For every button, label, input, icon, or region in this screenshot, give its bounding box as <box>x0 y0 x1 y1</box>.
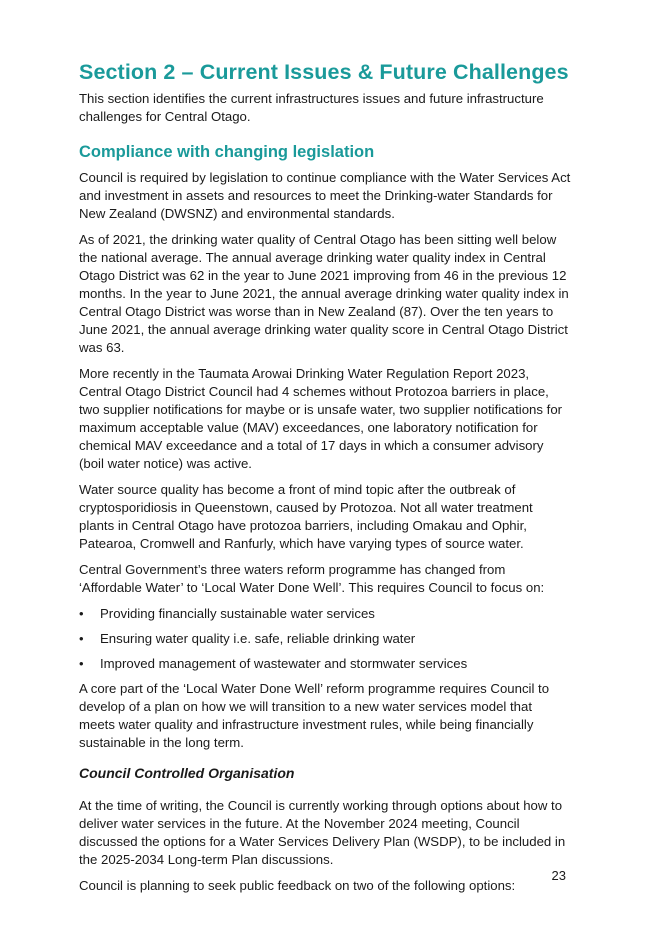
list-item <box>79 630 571 648</box>
bullet-icon: • <box>79 631 84 646</box>
bullet-icon: • <box>79 606 84 621</box>
focus-list <box>79 605 571 673</box>
bullet-icon: • <box>79 656 84 671</box>
page-number: 23 <box>551 868 566 883</box>
list-item-text: Ensuring water quality i.e. safe, reliable drinking water <box>100 631 416 646</box>
compliance-paragraph-4: Water source quality has become a front of mind topic after the outbreak of cryptosporidiosis in Queenstown, caused by Protozoa. Not all water treatment plants in Central Otago have protozoa barriers, including Omakau and Ophir, Patearoa, Cromwell and Ranfurly, which have varying types of source water. <box>79 482 533 551</box>
cco-paragraph-1: At the time of writing, the Council is currently working through options about how to deliver water services in the future. At the November 2024 meeting, Council discussed the options for a Water Services Delivery Plan (WSDP), to be included in the 2025-2034 Long-term Plan discussions. <box>79 798 566 867</box>
cco-paragraph-2: Council is planning to seek public feedback on two of the following options: <box>79 878 516 893</box>
compliance-closing-paragraph: A core part of the ‘Local Water Done Well’ reform programme requires Council to develop of a plan on how we will transition to a new water services model that meets water quality and infrastructure investment rules, while being financially sustainable in the long term. <box>79 681 550 750</box>
list-item <box>79 655 571 673</box>
document-page <box>79 57 571 903</box>
list-item <box>79 605 571 623</box>
section-title: Section 2 – Current Issues & Future Challenges <box>79 60 569 84</box>
compliance-paragraph-2: As of 2021, the drinking water quality of Central Otago has been sitting well below the national average. The annual average drinking water quality index in Central Otago District was 62 in the year to June 2021 improving from 46 in the previous 12 months. In the year to June 2021, the annual average drinking water quality index in Central Otago District was worse than in New Zealand (87). Over the ten years to June 2021, the annual average drinking water quality score in Central Otago District was 63. <box>79 232 569 355</box>
compliance-paragraph-3: More recently in the Taumata Arowai Drinking Water Regulation Report 2023, Central Otago District Council had 4 schemes without Protozoa barriers in place, two supplier notifications for maybe or is unsafe water, two supplier notifications for maximum acceptable value (MAV) exceedances, one laboratory notification for chemical MAV exceedance and a total of 17 days in which a consumer advisory (boil water notice) was active. <box>79 366 563 471</box>
compliance-paragraph-1: Council is required by legislation to continue compliance with the Water Services Act and investment in assets and resources to meet the Drinking-water Standards for New Zealand (DWSNZ) and environmental standards. <box>79 170 571 221</box>
cco-heading: Council Controlled Organisation <box>79 765 295 781</box>
compliance-heading: Compliance with changing legislation <box>79 143 375 161</box>
list-item-text: Improved management of wastewater and stormwater services <box>100 656 468 671</box>
compliance-paragraph-5: Central Government’s three waters reform programme has changed from ‘Affordable Water’ to ‘Local Water Done Well’. This requires Council to focus on: <box>79 562 545 595</box>
list-item-text: Providing financially sustainable water services <box>100 606 375 621</box>
section-intro: This section identifies the current infrastructures issues and future infrastructure challenges for Central Otago. <box>79 91 544 124</box>
